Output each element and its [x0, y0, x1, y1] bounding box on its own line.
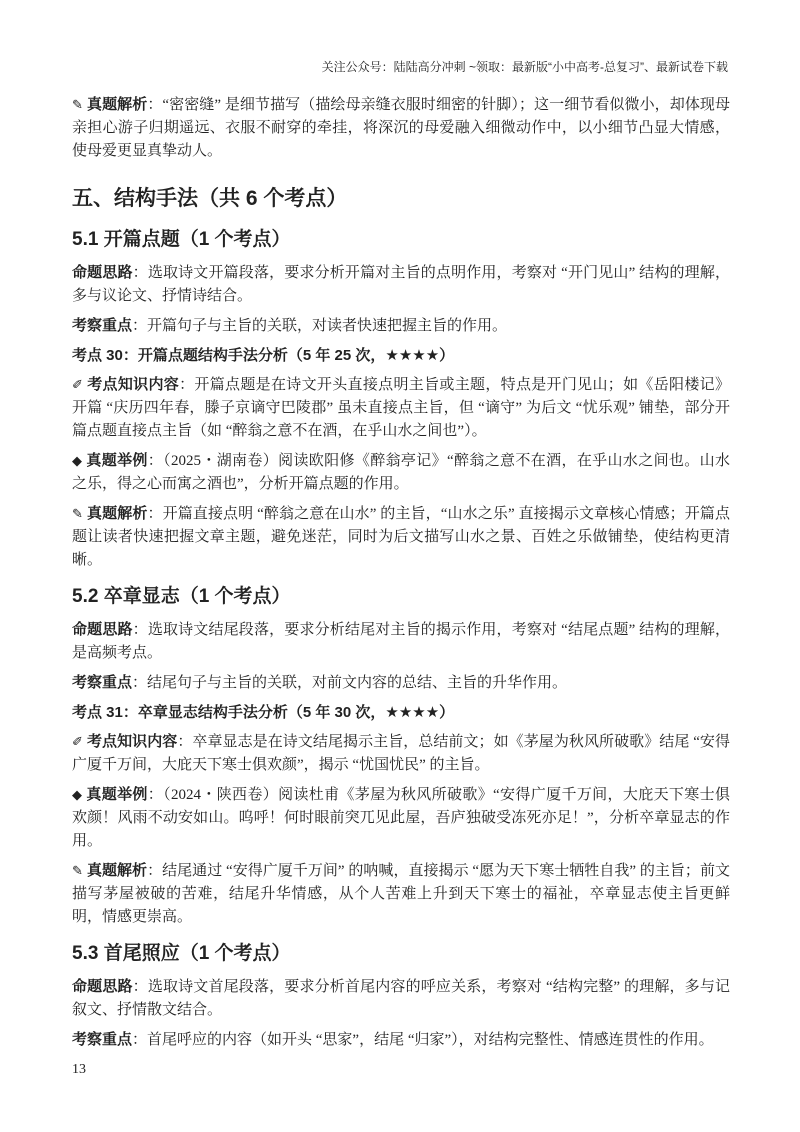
analysis-text: ：结尾通过 “安得广厦千万间” 的呐喊，直接揭示 “愿为天下寒士牺牲自我” 的主旨；前文描写茅屋被破的苦难，结尾升华情感，从个人苦难上升到天下寒士的福祉，卒章显志使主旨更鲜明，情感更崇高。 — [72, 863, 730, 925]
pen-icon: ✎ — [72, 863, 83, 878]
idea-text: ：选取诗文首尾段落，要求分析首尾内容的呼应关系，考察对 “结构完整” 的理解，多与记叙文、抒情散文结合。 — [72, 979, 730, 1018]
knowledge-paragraph — [72, 373, 730, 443]
diamond-icon: ◆ — [72, 787, 83, 802]
analysis-text: ：开篇直接点明 “醉翁之意在山水” 的主旨，“山水之乐” 直接揭示文章核心情感；开篇点题让读者快速把握文章主题，避免迷茫，同时为后文描写山水之景、百姓之乐做铺垫，使结构更清晰。 — [72, 506, 730, 568]
analysis-paragraph — [72, 93, 730, 163]
key-point-title: 考点 31：卒章显志结构手法分析（5 年 30 次，★★★★） — [72, 704, 455, 721]
focus-text: ：结尾句子与主旨的关联，对前文内容的总结、主旨的升华作用。 — [132, 675, 568, 691]
pen-icon: ✎ — [72, 97, 83, 112]
pencil-icon: ✐ — [72, 734, 83, 749]
document-body — [72, 93, 730, 1058]
subsection-title: 5.3 首尾照应（1 个考点） — [72, 943, 291, 964]
idea-text: ：选取诗文结尾段落，要求分析结尾对主旨的揭示作用，考察对 “结尾点题” 结构的理解，是高频考点。 — [72, 622, 730, 661]
subsection-title: 5.1 开篇点题（1 个考点） — [72, 229, 291, 250]
example-text: ：（2025・湖南卷）阅读欧阳修《醉翁亭记》“醉翁之意不在酒，在乎山水之间也。山水之乐，得之心而寓之酒也”，分析开篇点题的作用。 — [72, 453, 730, 492]
analysis-label: 真题解析 — [86, 862, 148, 879]
example-label: 真题举例 — [86, 786, 148, 803]
knowledge-text: ：开篇点题是在诗文开头直接点明主旨或主题，特点是开门见山；如《岳阳楼记》开篇 “庆历四年春，滕子京谪守巴陵郡” 虽未直接点主旨，但 “谪守” 为后文 “忧乐观” 铺垫，部分开篇点题直接点主旨（如 “醉翁之意不在酒，在乎山水之间也”）。 — [72, 377, 730, 439]
idea-paragraph — [72, 975, 730, 1022]
example-label: 真题举例 — [86, 452, 148, 469]
focus-label: 考察重点 — [72, 674, 133, 691]
focus-text: ：开篇句子与主旨的关联，对读者快速把握主旨的作用。 — [132, 318, 508, 334]
subsection-title: 5.2 卒章显志（1 个考点） — [72, 586, 291, 607]
analysis-label: 真题解析 — [86, 96, 148, 113]
analysis-text: ：“密密缝” 是细节描写（描绘母亲缝衣服时细密的针脚）；这一细节看似微小，却体现母亲担心游子归期遥远、衣服不耐穿的牵挂，将深沉的母爱融入细微动作中，以小细节凸显大情感，使母爱更显真挚动人。 — [72, 97, 730, 159]
page-header: 关注公众号：陆陆高分冲刺 ~领取：最新版“小中高考-总复习”、最新试卷下载 — [321, 60, 728, 74]
knowledge-label: 考点知识内容 — [86, 376, 180, 393]
focus-paragraph — [72, 671, 730, 695]
focus-paragraph — [72, 1028, 730, 1052]
idea-label: 命题思路 — [72, 978, 133, 995]
focus-label: 考察重点 — [72, 1031, 133, 1048]
pencil-icon: ✐ — [72, 377, 83, 392]
idea-paragraph — [72, 618, 730, 665]
analysis-paragraph — [72, 859, 730, 929]
idea-label: 命题思路 — [72, 264, 133, 281]
knowledge-paragraph — [72, 730, 730, 777]
focus-label: 考察重点 — [72, 317, 133, 334]
focus-text: ：首尾呼应的内容（如开头 “思家”，结尾 “归家”），对结构完整性、情感连贯性的作用。 — [132, 1032, 714, 1048]
knowledge-text: ：卒章显志是在诗文结尾揭示主旨，总结前文；如《茅屋为秋风所破歌》结尾 “安得广厦千万间，大庇天下寒士俱欢颜”，揭示 “忧国忧民” 的主旨。 — [72, 734, 730, 773]
idea-text: ：选取诗文开篇段落，要求分析开篇对主旨的点明作用，考察对 “开门见山” 结构的理解，多与议论文、抒情诗结合。 — [72, 265, 730, 304]
pen-icon: ✎ — [72, 506, 83, 521]
page-number: 13 — [72, 1062, 86, 1077]
idea-label: 命题思路 — [72, 621, 133, 638]
key-point-title: 考点 30：开篇点题结构手法分析（5 年 25 次，★★★★） — [72, 347, 455, 364]
analysis-label: 真题解析 — [86, 505, 148, 522]
analysis-paragraph — [72, 502, 730, 572]
example-paragraph — [72, 783, 730, 853]
focus-paragraph — [72, 314, 730, 338]
diamond-icon: ◆ — [72, 453, 83, 468]
knowledge-label: 考点知识内容 — [86, 733, 178, 750]
idea-paragraph — [72, 261, 730, 308]
example-paragraph — [72, 449, 730, 496]
section-title: 五、结构手法（共 6 个考点） — [72, 187, 348, 210]
example-text: ：（2024・陕西卷）阅读杜甫《茅屋为秋风所破歌》“安得广厦千万间，大庇天下寒士俱欢颜！风雨不动安如山。呜呼！何时眼前突兀见此屋，吾庐独破受冻死亦足！”，分析卒章显志的作用。 — [72, 787, 730, 849]
